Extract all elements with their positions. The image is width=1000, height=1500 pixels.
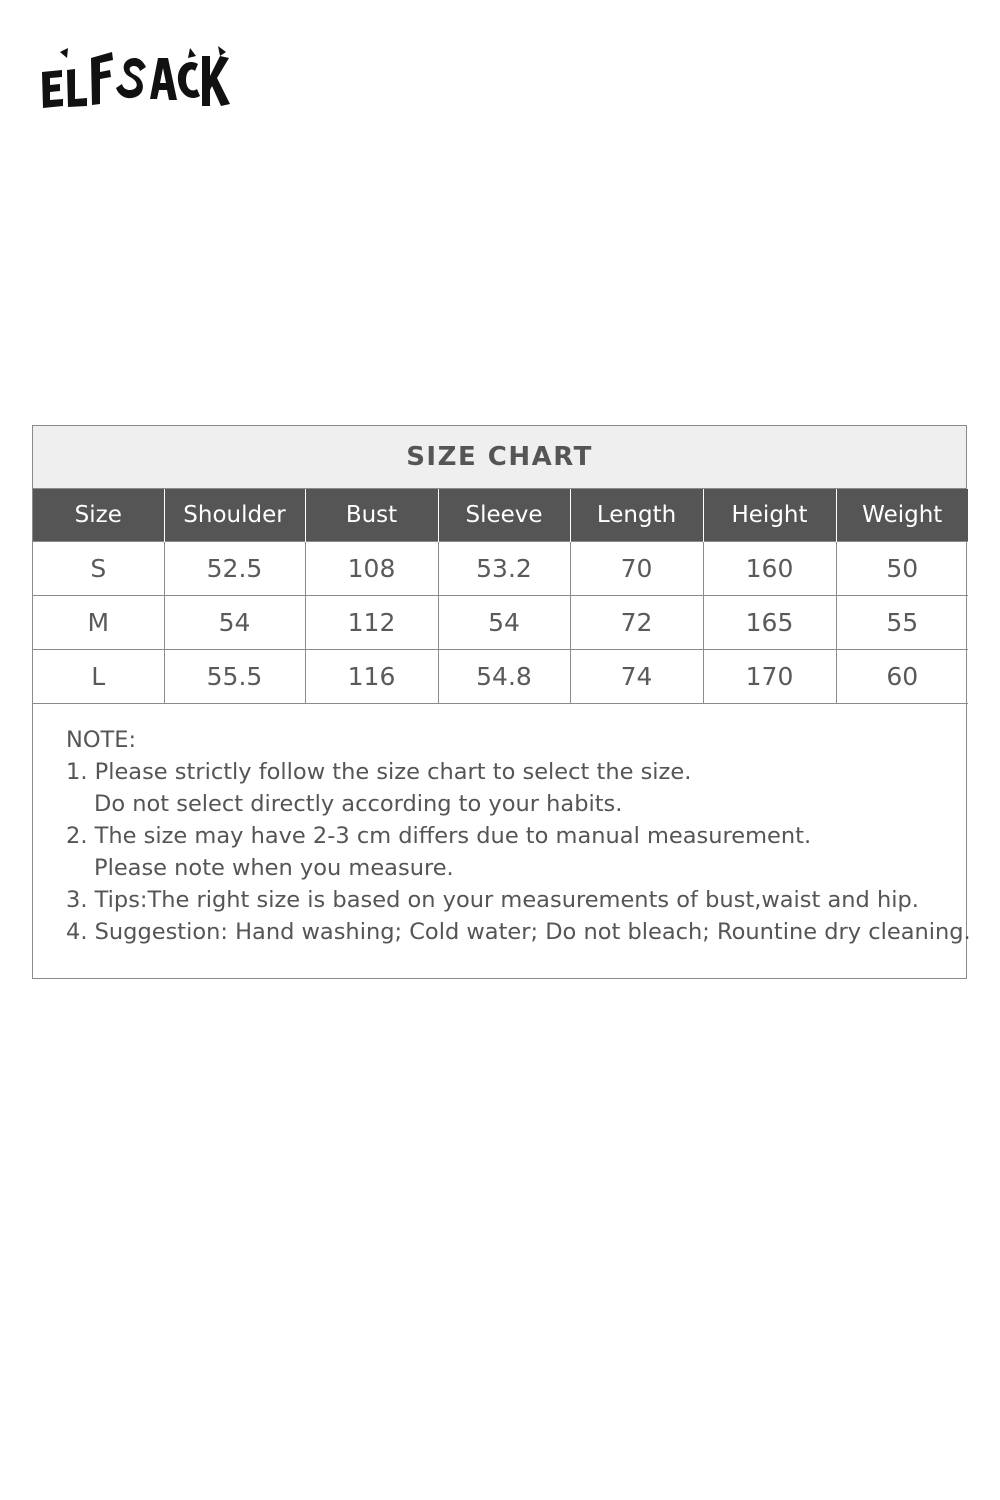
table-cell: 54: [164, 596, 305, 650]
table-cell: S: [33, 542, 164, 596]
notes-section: [33, 704, 971, 978]
note-line: Please note when you measure.: [94, 855, 454, 881]
column-header-length: Length: [570, 489, 703, 542]
table-cell: 70: [570, 542, 703, 596]
size-table: [33, 489, 968, 704]
table-cell: 108: [305, 542, 438, 596]
table-cell: 72: [570, 596, 703, 650]
note-line: 4. Suggestion: Hand washing; Cold water; Do not bleach; Rountine dry cleaning.: [66, 919, 971, 945]
table-cell: 54: [438, 596, 570, 650]
size-chart-title: SIZE CHART: [33, 426, 966, 489]
table-cell: 52.5: [164, 542, 305, 596]
table-cell: 50: [836, 542, 968, 596]
table-header-row: [33, 489, 968, 542]
table-cell: 60: [836, 650, 968, 704]
elfsack-logo-icon: [40, 44, 240, 114]
note-line: 2. The size may have 2-3 cm differs due to manual measurement.: [66, 823, 812, 849]
column-header-size: Size: [33, 489, 164, 542]
table-cell: 55.5: [164, 650, 305, 704]
table-cell: 116: [305, 650, 438, 704]
table-cell: 170: [703, 650, 836, 704]
table-cell: 112: [305, 596, 438, 650]
size-chart: [32, 425, 971, 979]
column-header-height: Height: [703, 489, 836, 542]
table-cell: 54.8: [438, 650, 570, 704]
notes-heading: NOTE:: [66, 727, 137, 753]
table-row: [33, 650, 968, 704]
brand-logo: [40, 44, 240, 114]
table-cell: 160: [703, 542, 836, 596]
table-row: [33, 542, 968, 596]
note-line: Do not select directly according to your habits.: [94, 791, 623, 817]
table-cell: 55: [836, 596, 968, 650]
table-row: [33, 596, 968, 650]
column-header-sleeve: Sleeve: [438, 489, 570, 542]
column-header-shoulder: Shoulder: [164, 489, 305, 542]
table-cell: 74: [570, 650, 703, 704]
table-cell: 53.2: [438, 542, 570, 596]
table-cell: L: [33, 650, 164, 704]
column-header-bust: Bust: [305, 489, 438, 542]
column-header-weight: Weight: [836, 489, 968, 542]
table-cell: 165: [703, 596, 836, 650]
table-cell: M: [33, 596, 164, 650]
note-line: 1. Please strictly follow the size chart to select the size.: [66, 759, 692, 785]
note-line: 3. Tips:The right size is based on your measurements of bust,waist and hip.: [66, 887, 919, 913]
